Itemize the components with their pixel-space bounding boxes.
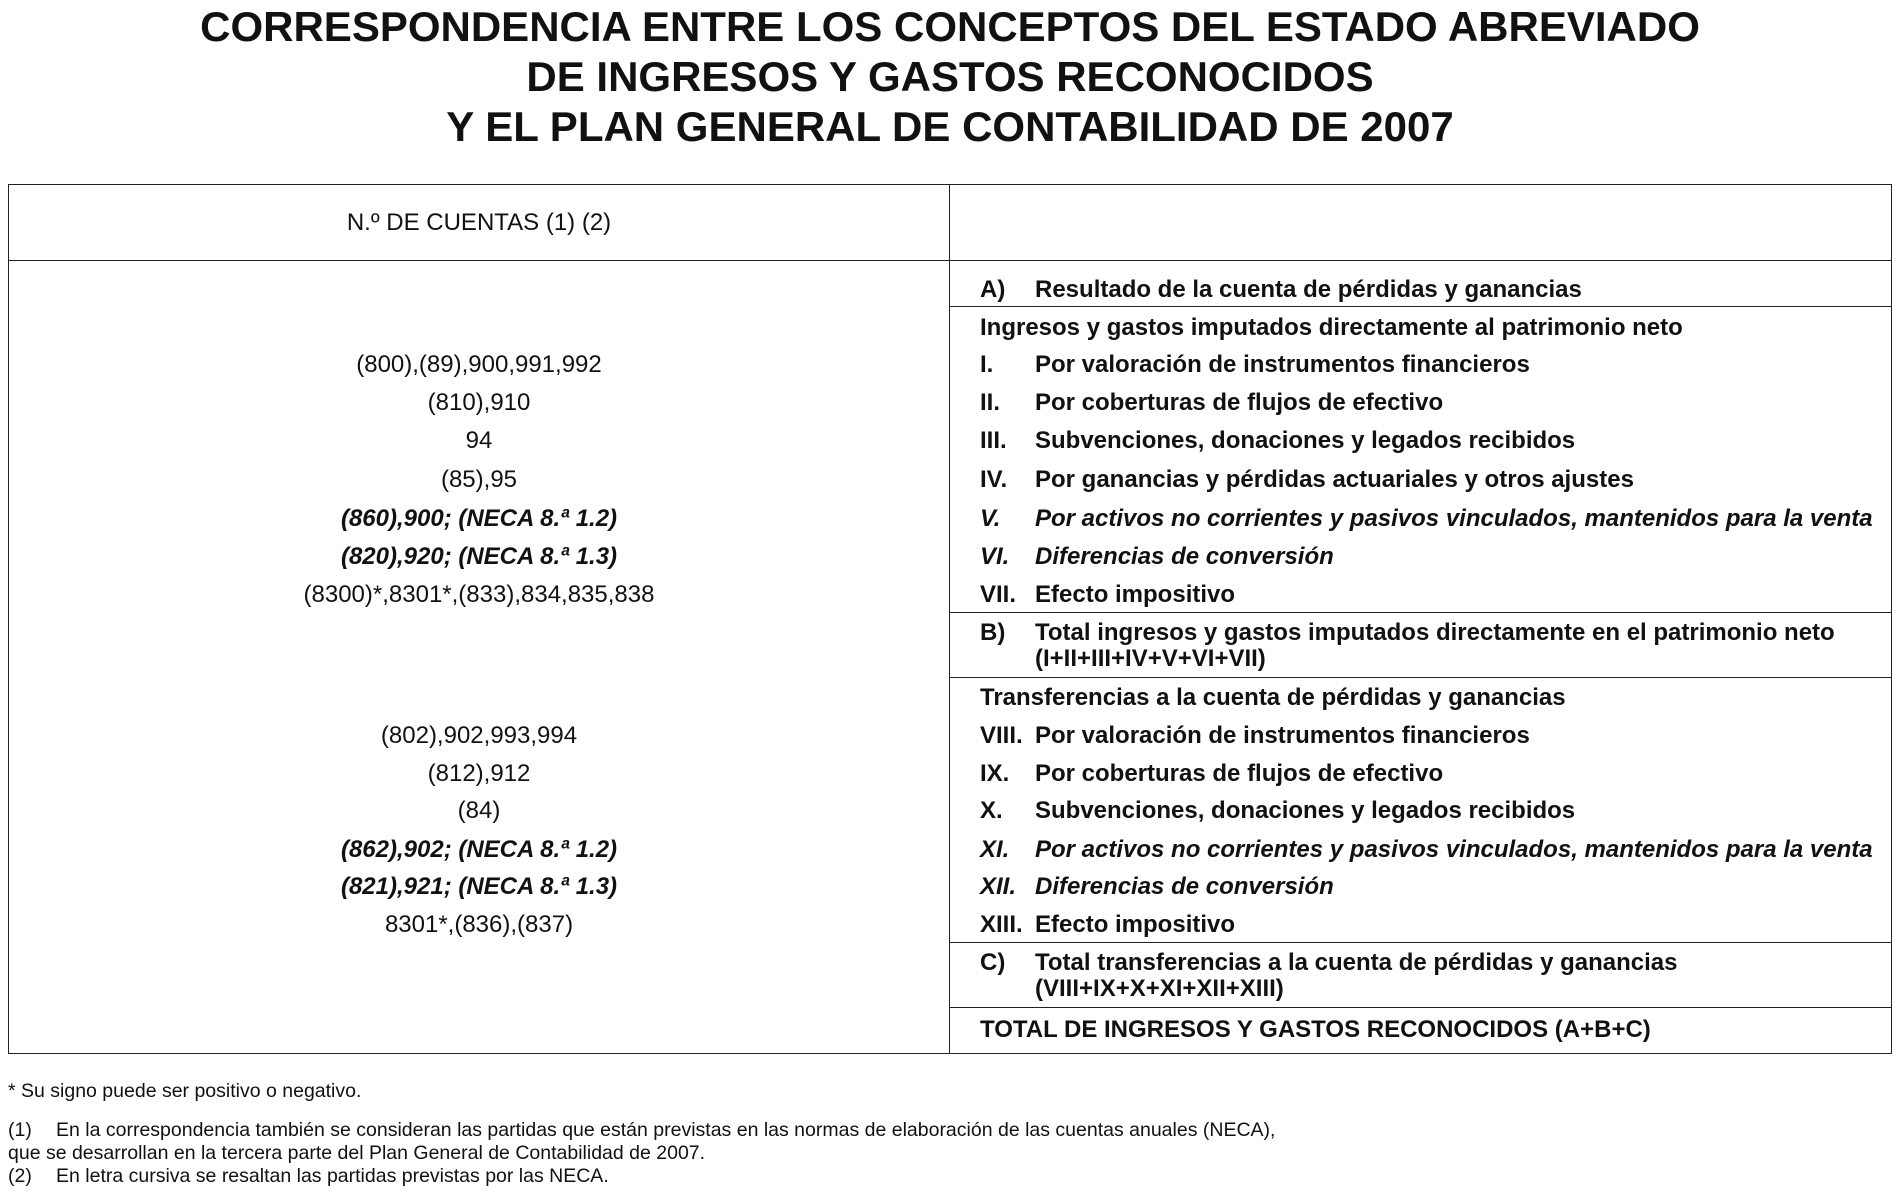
footnote-2-text: En letra cursiva se resaltan las partidas previstas por las NECA. (56, 1165, 609, 1187)
footnotes (8, 1080, 1892, 1188)
table-row (980, 541, 1890, 573)
table-row (980, 349, 1890, 381)
row-accounts: (820),920; (NECA 8.ª 1.3) (340, 543, 618, 570)
row-accounts: (802),902,993,994 (380, 722, 578, 749)
title-line-2: DE INGRESOS Y GASTOS RECONOCIDOS (526, 53, 1374, 100)
row-concept-formula: (VIII+IX+X+XI+XII+XIII) (1035, 975, 1284, 1002)
table-row (980, 274, 1890, 306)
row-concept: Por valoración de instrumentos financieros (1035, 351, 1530, 378)
row-concept: Por coberturas de flujos de efectivo (1035, 389, 1444, 416)
document-title (0, 2, 1900, 152)
row-accounts: (85),95 (440, 466, 518, 493)
row-accounts: (821),921; (NECA 8.ª 1.3) (340, 873, 618, 900)
row-concept: Transferencias a la cuenta de pérdidas y ganancias (980, 684, 1566, 711)
row-concept: TOTAL DE INGRESOS Y GASTOS RECONOCIDOS (A+B+C) (980, 1016, 1651, 1043)
title-line-1: CORRESPONDENCIA ENTRE LOS CONCEPTOS DEL ESTADO ABREVIADO (200, 3, 1700, 50)
row-number: VI. (980, 543, 1010, 570)
row-concept-formula: (I+II+III+IV+V+VI+VII) (1035, 645, 1266, 672)
row-accounts: (812),912 (427, 760, 531, 787)
row-accounts: 8301*,(836),(837) (384, 911, 574, 938)
row-concept: Efecto impositivo (1035, 911, 1236, 938)
row-concept: Efecto impositivo (1035, 581, 1236, 608)
table-row (980, 909, 1890, 941)
row-number: III. (980, 427, 1007, 454)
row-concept: Por activos no corrientes y pasivos vinculados, mantenidos para la venta (1035, 505, 1873, 532)
footnote-1 (8, 1119, 1892, 1142)
row-concept: Total ingresos y gastos imputados directamente en el patrimonio neto (1035, 619, 1835, 646)
table-row (980, 464, 1890, 496)
row-number: B) (980, 619, 1006, 646)
footnote-1-text: En la correspondencia también se consideran las partidas que están previstas en las normas de elaboración de las cuentas anuales (NECA), (56, 1119, 1276, 1141)
table-row (980, 503, 1890, 535)
row-accounts: (862),902; (NECA 8.ª 1.2) (340, 836, 618, 863)
row-divider-b-top (950, 612, 1892, 613)
row-number: II. (980, 389, 1001, 416)
table-row (980, 579, 1890, 611)
section-heading (980, 312, 1890, 344)
header-divider (8, 260, 1892, 261)
row-number: IV. (980, 466, 1008, 493)
table-row-total-c (980, 950, 1890, 1002)
row-number: XIII. (980, 911, 1023, 938)
row-divider-a (950, 306, 1892, 307)
table-row (980, 834, 1890, 866)
row-concept: Ingresos y gastos imputados directamente al patrimonio neto (980, 314, 1683, 341)
table-row (980, 871, 1890, 903)
row-number: VII. (980, 581, 1017, 608)
row-number: XI. (980, 836, 1010, 863)
row-divider-c-bottom (950, 1007, 1892, 1008)
table-row (980, 758, 1890, 790)
row-concept: Total transferencias a la cuenta de pérdidas y ganancias (1035, 949, 1678, 976)
row-accounts: (860),900; (NECA 8.ª 1.2) (340, 505, 618, 532)
row-number: VIII. (980, 722, 1023, 749)
table-row-total-b (980, 620, 1890, 672)
row-concept: Diferencias de conversión (1035, 543, 1334, 570)
row-concept: Por valoración de instrumentos financieros (1035, 722, 1530, 749)
row-concept: Diferencias de conversión (1035, 873, 1334, 900)
footnote-2 (8, 1165, 1892, 1188)
row-number: A) (980, 276, 1006, 303)
footnote-1-number: (1) (8, 1119, 32, 1141)
row-number: XII. (980, 873, 1017, 900)
row-number: C) (980, 949, 1006, 976)
row-number: IX. (980, 760, 1010, 787)
row-concept: Resultado de la cuenta de pérdidas y ganancias (1035, 276, 1582, 303)
title-line-3: Y EL PLAN GENERAL DE CONTABILIDAD DE 2007 (446, 103, 1454, 150)
accounts-column-header: N.º DE CUENTAS (1) (2) (346, 209, 612, 236)
row-divider-b-bottom (950, 677, 1892, 678)
row-accounts: (84) (457, 797, 501, 824)
table-row (980, 387, 1890, 419)
table-row (980, 720, 1890, 752)
table-row (980, 795, 1890, 827)
row-accounts: 94 (465, 427, 493, 454)
table-row-grand-total (980, 1014, 1890, 1046)
row-concept: Por ganancias y pérdidas actuariales y otros ajustes (1035, 466, 1634, 493)
row-accounts: (8300)*,8301*,(833),834,835,838 (303, 581, 655, 608)
row-accounts: (800),(89),900,991,992 (356, 351, 602, 378)
table-row (980, 425, 1890, 457)
row-concept: Por activos no corrientes y pasivos vinculados, mantenidos para la venta (1035, 836, 1873, 863)
row-number: X. (980, 797, 1003, 824)
section-heading (980, 682, 1890, 714)
row-concept: Por coberturas de flujos de efectivo (1035, 760, 1444, 787)
row-concept: Subvenciones, donaciones y legados recibidos (1035, 797, 1576, 824)
row-concept: Subvenciones, donaciones y legados recibidos (1035, 427, 1576, 454)
row-number: V. (980, 505, 1001, 532)
footnote-star: * Su signo puede ser positivo o negativo. (8, 1080, 362, 1102)
row-number: I. (980, 351, 994, 378)
footnote-2-number: (2) (8, 1165, 32, 1187)
footnote-1-continuation: que se desarrollan en la tercera parte del Plan General de Contabilidad de 2007. (8, 1142, 706, 1164)
row-accounts: (810),910 (427, 389, 531, 416)
row-divider-c-top (950, 942, 1892, 943)
